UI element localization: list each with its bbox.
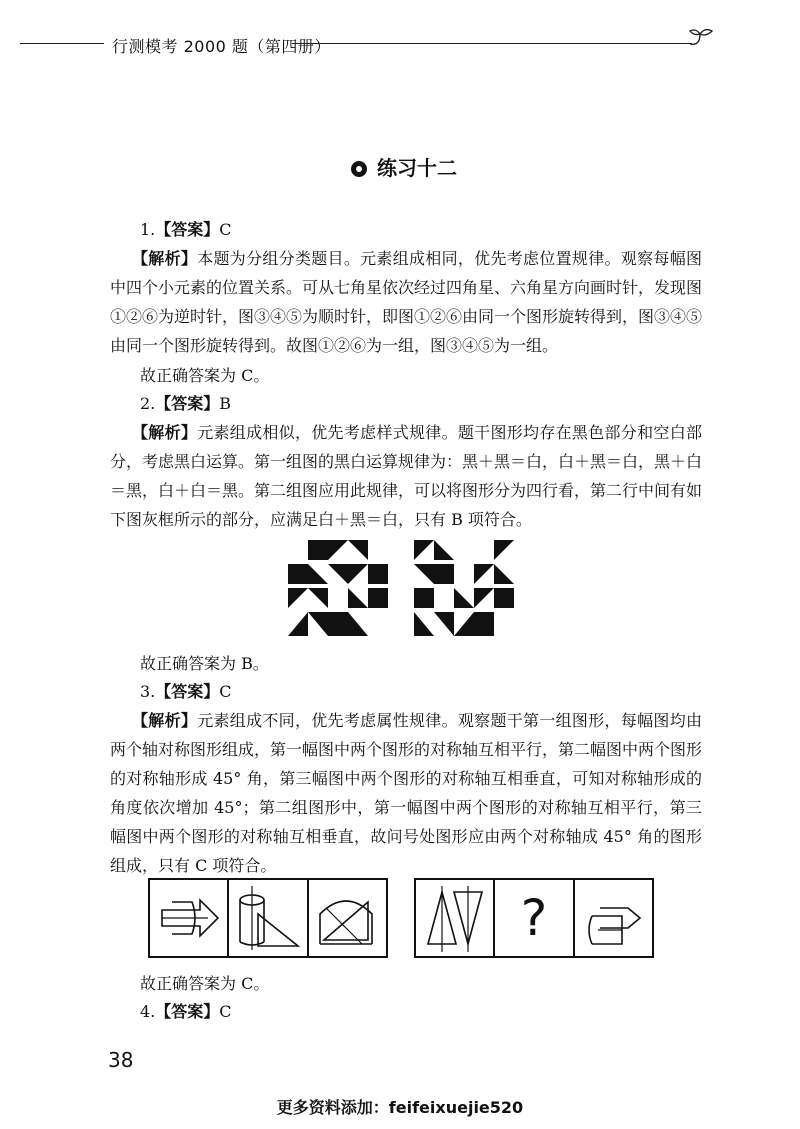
q2-analysis-text: 元素组成相似，优先考虑样式规律。题干图形均存在黑色部分和空白部分，考虑黑白运算。第一组图的黑白运算规律为：黑＋黑＝白，白＋黑＝白，黑＋白＝黑，白＋白＝黑。第二组图应用此规律，可以将图形分为四行看，第二行中间有如下图灰框所示的部分，应满足白＋黑＝白，只有 B 项符合。 — [110, 423, 703, 529]
sprout-icon — [686, 28, 714, 50]
q1-conclusion: 故正确答案为 C。 — [140, 366, 270, 385]
flower-bullet-icon — [351, 161, 367, 177]
q1-answer-line — [140, 220, 232, 240]
q1-number: 1. — [140, 220, 156, 239]
q1-answer-tag: 【答案】 — [155, 220, 220, 239]
q4-number: 4. — [140, 1002, 156, 1021]
header-rule-left — [20, 43, 104, 44]
q4-answer-line — [140, 1002, 232, 1022]
q3-analysis-tag: 【解析】 — [132, 711, 198, 730]
q3-number: 3. — [140, 682, 156, 701]
q3-question-mark: ? — [520, 889, 548, 947]
section-title-text: 练习十二 — [377, 156, 457, 180]
q1-analysis-text: 本题为分组分类题目。元素组成相同，优先考虑位置规律。观察每幅图中四个小元素的位置关系。可从七角星依次经过四角星、六角星方向画时针，发现图①②⑥为逆时针，图③④⑤为顺时针，即图①②⑥由同一个图形旋转得到，图③④⑤由同一个图形旋转得到。故图①②⑥为一组，图③④⑤为一组。 — [110, 249, 703, 355]
q2-answer-tag: 【答案】 — [155, 394, 220, 413]
q3-figure-group-1 — [148, 878, 388, 958]
q2-figure-right — [414, 540, 514, 636]
header-rule-right — [292, 43, 692, 44]
q1-analysis-tag: 【解析】 — [132, 249, 198, 268]
q4-answer: C — [219, 1002, 232, 1021]
section-title — [351, 152, 457, 181]
q2-figure-left — [288, 540, 388, 636]
q2-conclusion: 故正确答案为 B。 — [140, 654, 269, 673]
q1-analysis — [110, 244, 702, 360]
q1-answer: C — [219, 220, 232, 239]
q2-answer-line — [140, 394, 231, 414]
running-header-title: 行测模考 2000 题（第四册） — [112, 37, 331, 56]
q2-answer: B — [219, 394, 232, 413]
page-number: 38 — [108, 1048, 134, 1072]
q3-analysis-text: 元素组成不同，优先考虑属性规律。观察题干第一组图形，每幅图均由两个轴对称图形组成，第一幅图中两个图形的对称轴互相平行，第二幅图中两个图形的对称轴形成 45° 角，第三幅图中两个图形的对称轴互相垂直，可知对称轴形成的角度依次增加 45°；第二组图形中，第一幅图中两个图形的对称轴互相平行，第三幅图中两个图形的对称轴互相垂直，故问号处图形应由两个对称轴成 45° 角的图形组成，只有 C 项符合。 — [110, 711, 703, 875]
q4-answer-tag: 【答案】 — [155, 1002, 220, 1021]
q2-analysis — [110, 418, 702, 534]
q3-analysis — [110, 706, 702, 880]
q3-answer-line — [140, 682, 232, 702]
q2-analysis-tag: 【解析】 — [132, 423, 198, 442]
footer-note: 更多资料添加：feifeixuejie520 — [276, 1098, 524, 1117]
q3-answer: C — [219, 682, 232, 701]
q3-answer-tag: 【答案】 — [155, 682, 220, 701]
q3-conclusion: 故正确答案为 C。 — [140, 974, 270, 993]
q2-number: 2. — [140, 394, 156, 413]
